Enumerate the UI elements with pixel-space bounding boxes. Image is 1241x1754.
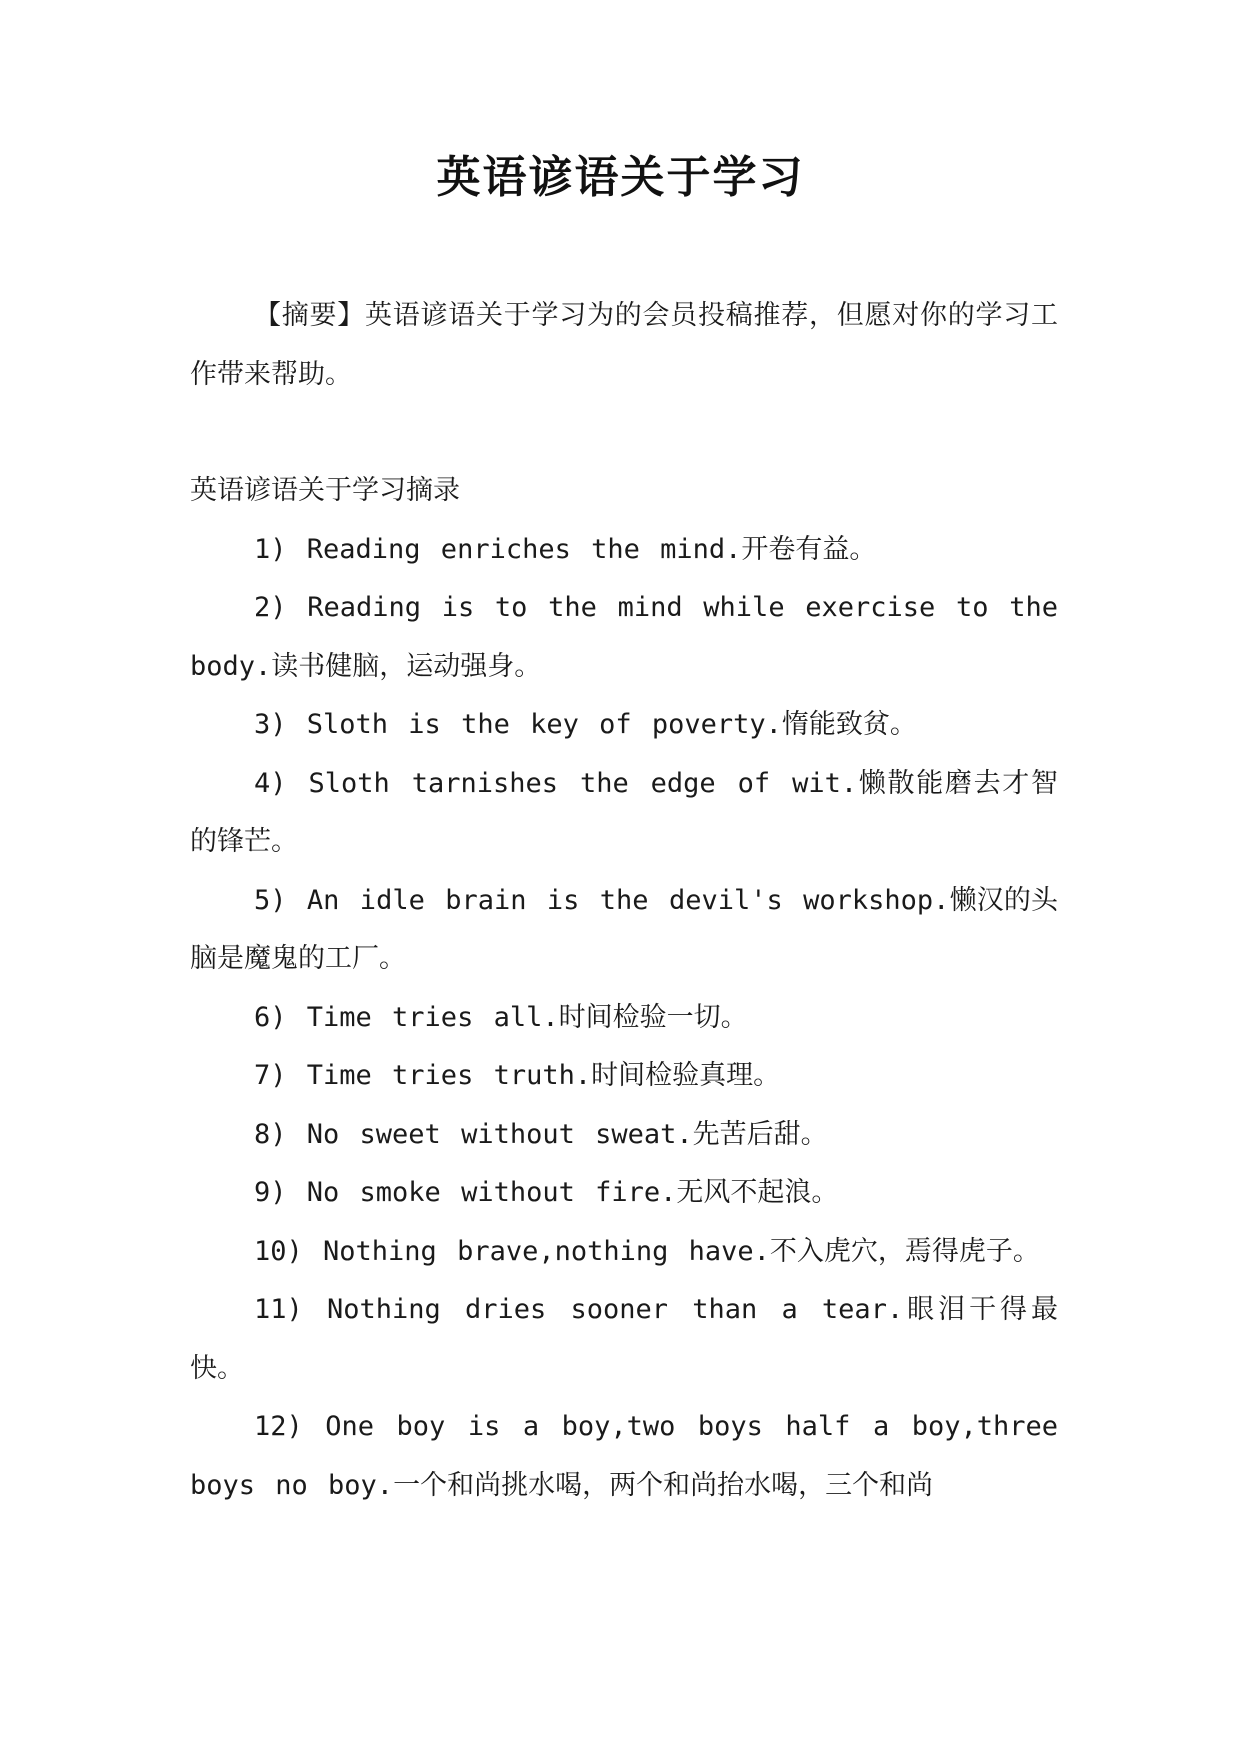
page-title: 英语谚语关于学习 xyxy=(436,152,805,203)
list-item: 1) Reading enriches the mind.开卷有益。 xyxy=(254,533,877,565)
list-item: 7) Time tries truth.时间检验真理。 xyxy=(254,1060,781,1091)
section-heading: 英语谚语关于学习摘录 xyxy=(190,475,460,506)
list-item: 9) No smoke without fire.无风不起浪。 xyxy=(254,1177,839,1208)
list-item: 10) Nothing brave,nothing have.不入虎穴，焉得虎子。 xyxy=(254,1235,1040,1267)
list-item: 2) Reading is to the mind while exercise to the body.读书健脑，运动强身。 xyxy=(190,592,1058,682)
list-item: 5) An idle brain is the devil's workshop.懒汉的头脑是魔鬼的工厂。 xyxy=(190,884,1058,974)
summary-paragraph: 【摘要】英语谚语关于学习为的会员投稿推荐，但愿对你的学习工作带来帮助。 xyxy=(190,300,1058,390)
list-item: 11) Nothing dries sooner than a tear.眼泪干得最快。 xyxy=(190,1294,1058,1384)
list-item: 8) No sweet without sweat.先苦后甜。 xyxy=(254,1118,828,1150)
list-item: 12) One boy is a boy,two boys half a boy,three boys no boy.一个和尚挑水喝，两个和尚抬水喝，三个和尚 xyxy=(190,1411,1058,1501)
list-item: 3) Sloth is the key of poverty.惰能致贫。 xyxy=(254,709,917,740)
list-item: 6) Time tries all.时间检验一切。 xyxy=(254,1001,748,1033)
document-body xyxy=(190,287,1058,1515)
list-item: 4) Sloth tarnishes the edge of wit.懒散能磨去才智的锋芒。 xyxy=(190,767,1058,857)
